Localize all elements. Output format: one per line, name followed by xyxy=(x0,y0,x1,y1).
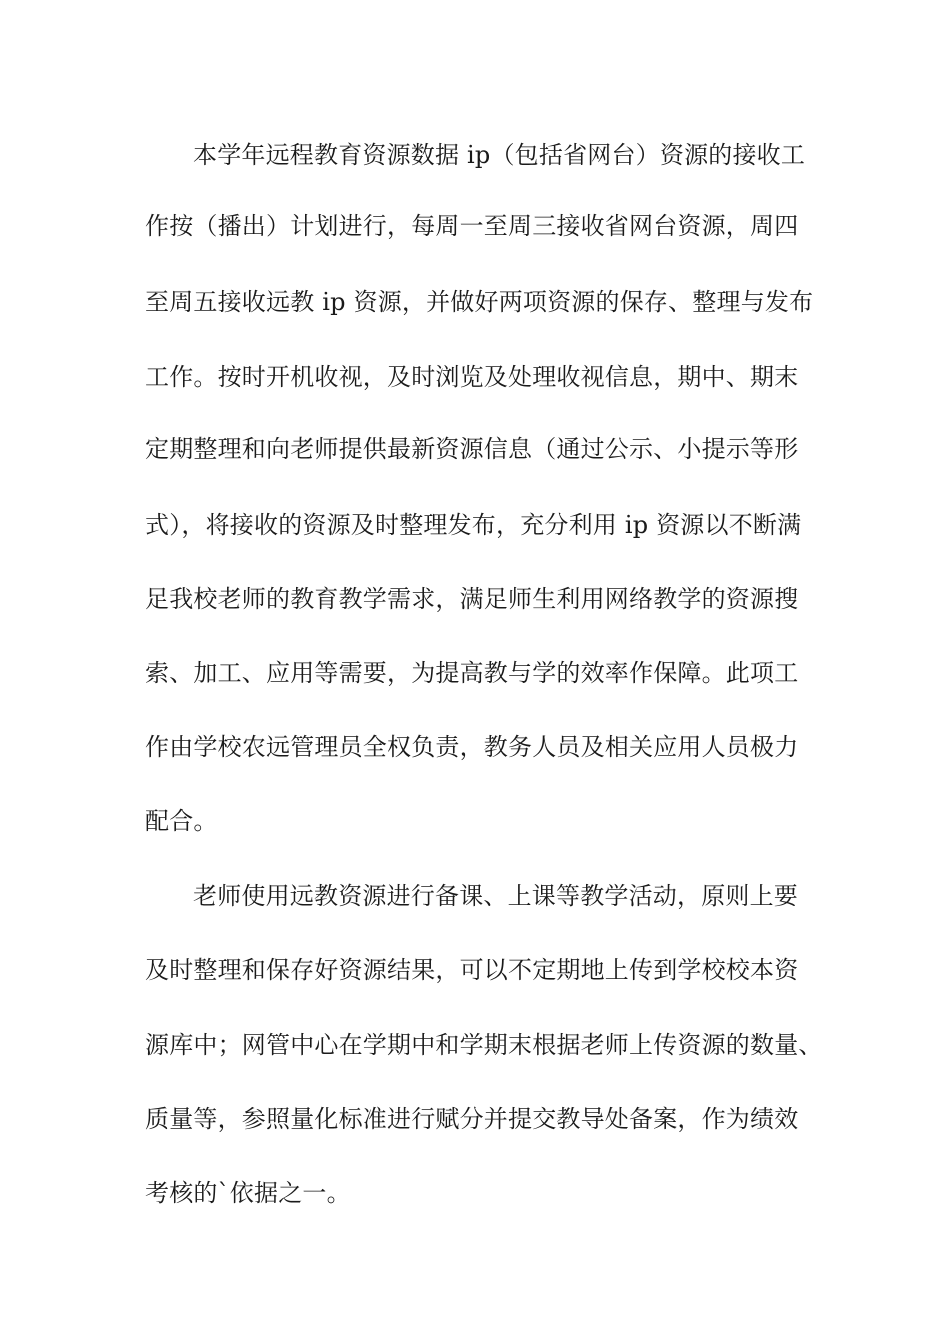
paragraph-line: 至周五接收远教 ip 资源，并做好两项资源的保存、整理与发布 xyxy=(145,288,814,316)
paragraph-line: 式），将接收的资源及时整理发布，充分利用 ip 资源以不断满 xyxy=(145,511,802,539)
paragraph-line: 作按（播出）计划进行，每周一至周三接收省网台资源，周四 xyxy=(145,212,799,240)
paragraph-line: 配合。 xyxy=(145,807,218,835)
paragraph-line: 本学年远程教育资源数据 ip（包括省网台）资源的接收工 xyxy=(193,141,806,169)
paragraph-line: 质量等，参照量化标准进行赋分并提交教导处备案，作为绩效 xyxy=(145,1105,799,1133)
paragraph-line: 考核的`依据之一。 xyxy=(145,1179,351,1207)
paragraph-line: 工作。按时开机收视，及时浏览及处理收视信息，期中、期末 xyxy=(145,363,799,391)
paragraph-line: 足我校老师的教育教学需求，满足师生利用网络教学的资源搜 xyxy=(145,585,799,613)
paragraph-line: 源库中；网管中心在学期中和学期末根据老师上传资源的数量、 xyxy=(145,1031,823,1059)
paragraph-line: 老师使用远教资源进行备课、上课等教学活动，原则上要 xyxy=(193,882,798,910)
paragraph-line: 及时整理和保存好资源结果，可以不定期地上传到学校校本资 xyxy=(145,956,799,984)
paragraph-line: 作由学校农远管理员全权负责，教务人员及相关应用人员极力 xyxy=(145,733,799,761)
paragraph-line: 定期整理和向老师提供最新资源信息（通过公示、小提示等形 xyxy=(145,435,799,463)
paragraph-line: 索、加工、应用等需要，为提高教与学的效率作保障。此项工 xyxy=(145,659,799,687)
